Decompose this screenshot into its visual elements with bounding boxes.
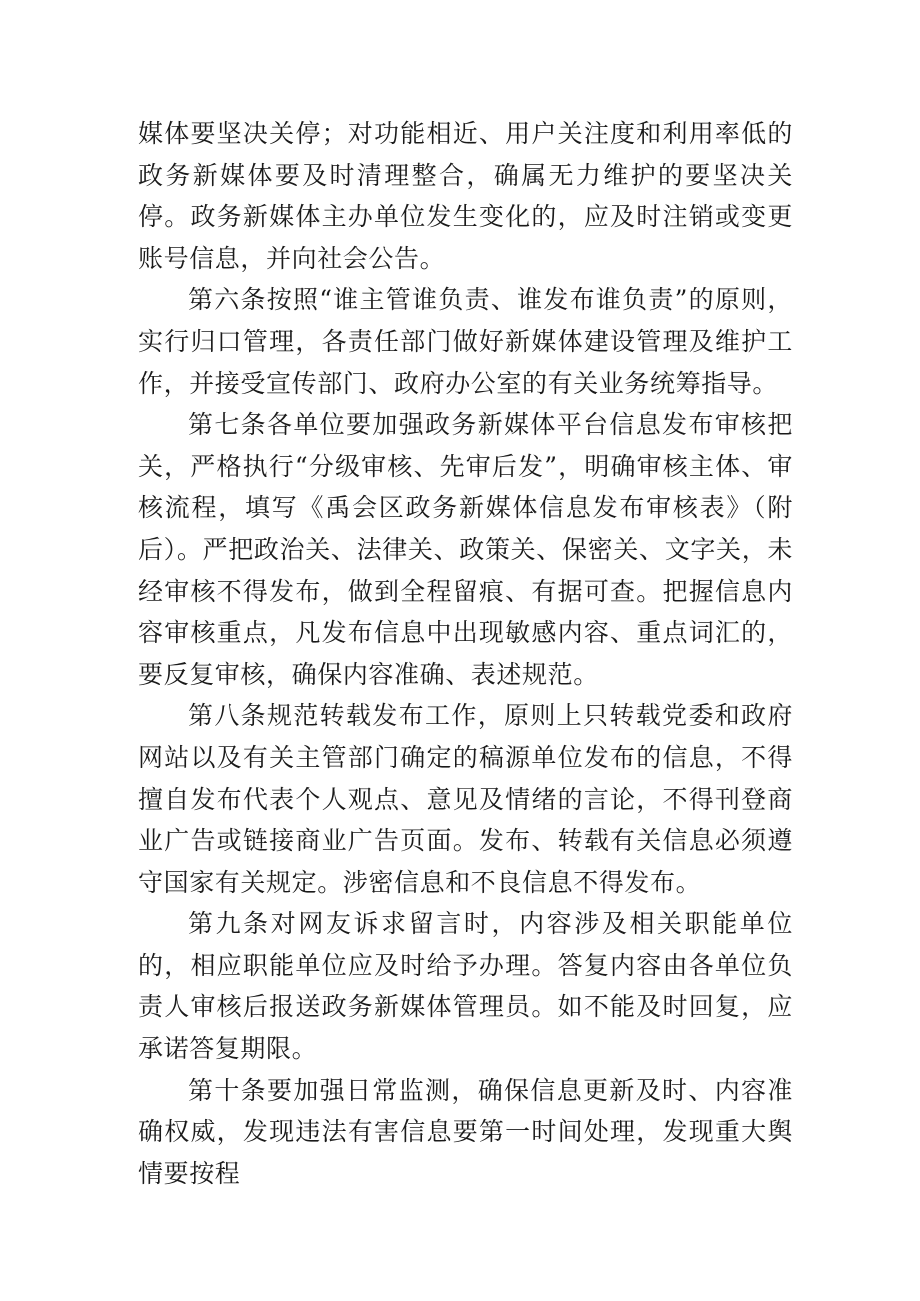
paragraph-article-8: 第八条规范转载发布工作，原则上只转载党委和政府网站以及有关主管部门确定的稿源单位发布的信息，不得擅自发布代表个人观点、意见及情绪的言论，不得刊登商业广告或链接商业广告页面。发布、转载有关信息必须遵守国家有关规定。涉密信息和不良信息不得发布。 <box>138 701 793 897</box>
paragraph-article-6: 第六条按照“谁主管谁负责、谁发布谁负责”的原则，实行归口管理，各责任部门做好新媒体建设管理及维护工作，并接受宣传部门、政府办公室的有关业务统筹指导。 <box>138 285 793 398</box>
paragraph-article-7: 第七条各单位要加强政务新媒体平台信息发布审核把关，严格执行“分级审核、先审后发”，明确审核主体、审核流程，填写《禹会区政务新媒体信息发布审核表》（附后）。严把政治关、法律关、政策关、保密关、文字关，未经审核不得发布，做到全程留痕、有据可查。把握信息内容审核重点，凡发布信息中出现敏感内容、重点词汇的，要反复审核，确保内容准确、表述规范。 <box>138 410 793 689</box>
paragraph-article-9: 第九条对网友诉求留言时，内容涉及相关职能单位的，相应职能单位应及时给予办理。答复内容由各单位负责人审核后报送政务新媒体管理员。如不能及时回复，应承诺答复期限。 <box>138 909 793 1064</box>
paragraph-continuation: 媒体要坚决关停；对功能相近、用户关注度和利用率低的政务新媒体要及时清理整合，确属无力维护的要坚决关停。政务新媒体主办单位发生变化的，应及时注销或变更账号信息，并向社会公告。 <box>138 119 793 273</box>
document-body <box>138 113 793 1194</box>
paragraph-article-10: 第十条要加强日常监测，确保信息更新及时、内容准确权威，发现违法有害信息要第一时间处理，发现重大舆情要按程 <box>138 1075 793 1188</box>
